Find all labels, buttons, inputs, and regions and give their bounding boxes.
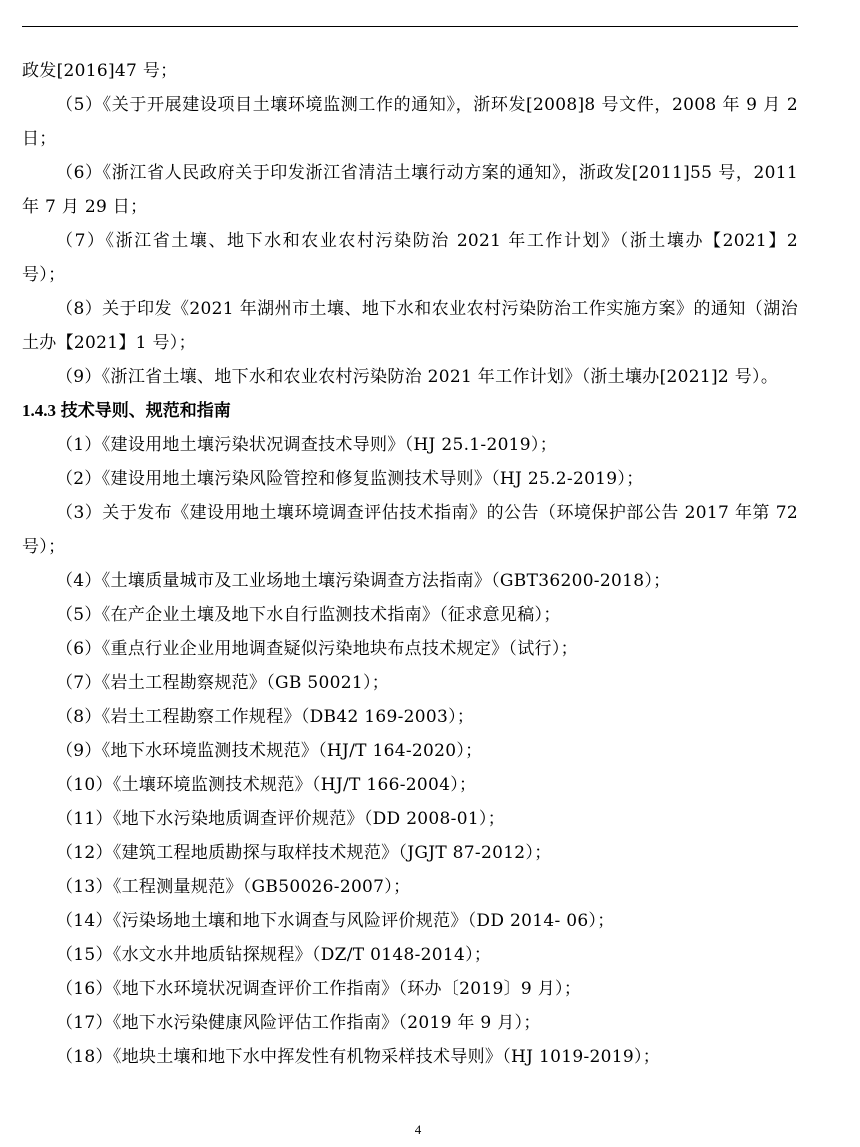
- document-body: [22, 54, 798, 1074]
- regulation-item-5: （5）《关于开展建设项目土壤环境监测工作的通知》，浙环发[2008]8 号文件，2008 年 9 月 2 日；: [22, 95, 798, 149]
- guideline-item-15: （15）《水文水井地质钻探规程》（DZ/T 0148-2014）；: [56, 945, 492, 965]
- guideline-item-7: （7）《岩土工程勘察规范》（GB 50021）；: [56, 673, 390, 693]
- guideline-item-17: （17）《地下水污染健康风险评估工作指南》（2019 年 9 月）；: [56, 1013, 541, 1033]
- guideline-item-2: （2）《建设用地土壤污染风险管控和修复监测技术导则》（HJ 25.2-2019）；: [56, 469, 644, 489]
- regulation-item-7: （7）《浙江省土壤、地下水和农业农村污染防治 2021 年工作计划》（浙土壤办【2021】2 号）；: [22, 231, 798, 285]
- regulation-item-9: （9）《浙江省土壤、地下水和农业农村污染防治 2021 年工作计划》（浙土壤办[2021]2 号）。: [56, 367, 779, 387]
- paragraph-continuation: 政发[2016]47 号；: [22, 61, 178, 81]
- guideline-item-3: （3）关于发布《建设用地土壤环境调查评估技术指南》的公告（环境保护部公告 2017 年第 72 号）；: [22, 503, 798, 557]
- regulation-item-8: （8）关于印发《2021 年湖州市土壤、地下水和农业农村污染防治工作实施方案》的通知（湖治土办【2021】1 号）；: [22, 299, 798, 353]
- guideline-item-13: （13）《工程测量规范》（GB50026-2007）；: [56, 877, 411, 897]
- section-heading-title: 技术导则、规范和指南: [60, 401, 231, 420]
- guideline-item-12: （12）《建筑工程地质勘探与取样技术规范》（JGJT 87-2012）；: [56, 843, 552, 863]
- regulation-item-6: （6）《浙江省人民政府关于印发浙江省清洁土壤行动方案的通知》，浙政发[2011]55 号，2011 年 7 月 29 日；: [22, 163, 798, 217]
- guideline-item-9: （9）《地下水环境监测技术规范》（HJ/T 164-2020）；: [56, 741, 483, 761]
- guideline-item-4: （4）《土壤质量城市及工业场地土壤污染调查方法指南》（GBT36200-2018）；: [56, 571, 671, 591]
- guideline-item-8: （8）《岩土工程勘察工作规程》（DB42 169-2003）；: [56, 707, 475, 727]
- header-rule: [22, 26, 798, 27]
- guideline-item-11: （11）《地下水污染地质调查评价规范》（DD 2008-01）；: [56, 809, 506, 829]
- guideline-item-16: （16）《地下水环境状况调查评价工作指南》（环办〔2019〕9 月）；: [56, 979, 582, 999]
- guideline-item-10: （10）《土壤环境监测技术规范》（HJ/T 166-2004）；: [56, 775, 477, 795]
- guideline-item-6: （6）《重点行业企业用地调查疑似污染地块布点技术规定》（试行）；: [56, 639, 578, 659]
- guideline-item-1: （1）《建设用地土壤污染状况调查技术导则》（HJ 25.1-2019）；: [56, 435, 558, 455]
- section-heading-number: 1.4.3: [22, 401, 56, 420]
- guideline-item-5: （5）《在产企业土壤及地下水自行监测技术指南》（征求意见稿）；: [56, 605, 561, 625]
- section-heading: [22, 394, 798, 428]
- guideline-item-14: （14）《污染场地土壤和地下水调查与风险评价规范》（DD 2014- 06）；: [56, 911, 615, 931]
- guideline-item-18: （18）《地块土壤和地下水中挥发性有机物采样技术导则》（HJ 1019-2019）；: [56, 1047, 661, 1067]
- page-number: 4: [414, 1122, 422, 1137]
